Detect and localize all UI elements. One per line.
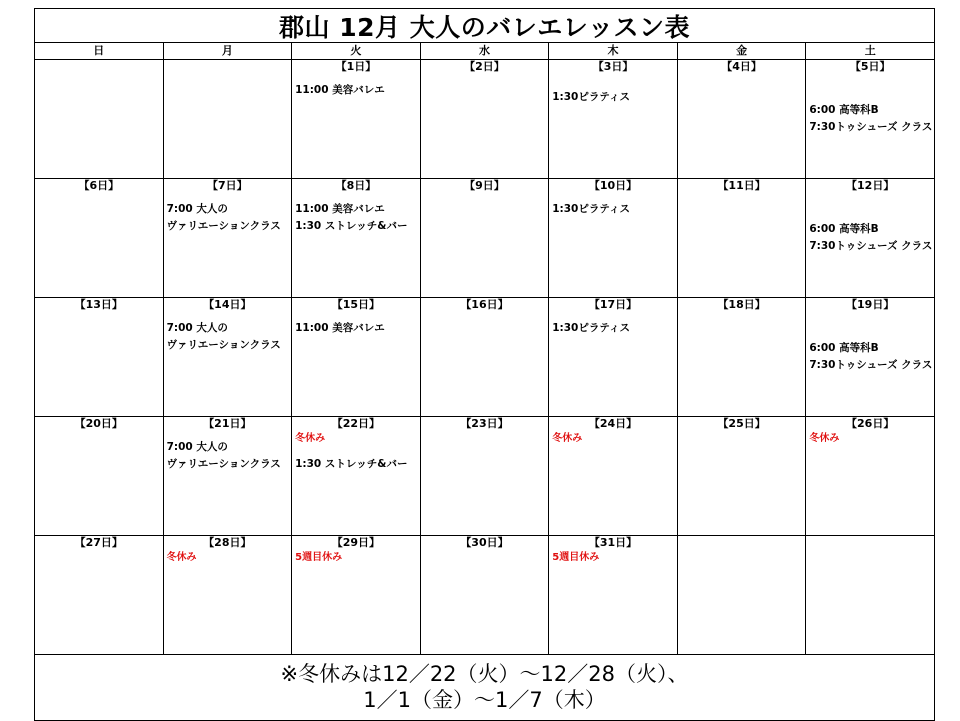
holiday-label: 冬休み [552,433,583,444]
day-cell [35,417,164,536]
lesson-entry: 1:30ピラティス [552,90,631,103]
day-cell [163,298,292,417]
weekday-header: 土 [806,43,935,60]
day-date-label: 【24日】 [588,417,638,430]
day-cell [35,298,164,417]
weekday-header: 月 [163,43,292,60]
day-date-label: 【2日】 [464,60,505,73]
weekday-header: 火 [292,43,421,60]
lesson-entry: 11:00 美容バレエ [295,322,385,334]
day-cell [677,298,806,417]
day-date-label: 【30日】 [460,536,509,549]
day-cell [549,179,678,298]
lesson-entry: 7:30トゥシューズ クラス [809,359,933,372]
day-cell [677,417,806,536]
day-date-label: 【5日】 [849,60,891,73]
day-cell [163,60,292,179]
day-date-label: 【18日】 [717,298,766,311]
day-date-label: 【29日】 [331,536,381,549]
day-date-label: 【6日】 [78,179,120,192]
calendar-week-row [35,536,935,655]
lesson-entry: ヴァリエーションクラス [166,339,281,351]
calendar-week-row [35,60,935,179]
weekday-header: 木 [549,43,678,60]
weekday-header: 金 [677,43,806,60]
calendar-week-row [35,179,935,298]
day-date-label: 【26日】 [846,417,895,430]
day-cell [292,536,421,655]
day-date-label: 【28日】 [203,536,252,549]
lesson-entry: 1:30 ストレッチ&バー [295,458,408,470]
day-cell [292,298,421,417]
holiday-label: 5週目休み [295,552,343,563]
lesson-entry: 7:30トゥシューズ クラス [809,240,933,253]
day-cell [549,417,678,536]
day-date-label [164,60,292,74]
lesson-entry: ヴァリエーションクラス [166,220,281,232]
day-cell [806,179,935,298]
day-date-label: 【10日】 [588,179,638,192]
day-cell [292,179,421,298]
lesson-entry: 11:00 美容バレエ [295,84,385,96]
lesson-entry: 1:30 ストレッチ&バー [295,220,408,232]
day-date-label: 【8日】 [335,179,377,192]
day-cell [806,417,935,536]
day-date-label: 【17日】 [588,298,638,311]
lesson-entry: ヴァリエーションクラス [166,458,281,470]
day-cell [163,536,292,655]
day-date-label: 【22日】 [331,417,381,430]
day-date-label: 【27日】 [74,536,123,549]
holiday-note [34,655,935,721]
day-cell [549,298,678,417]
day-cell [677,536,806,655]
page-title: 郡山 12月 大人のバレエレッスン表 [34,8,935,42]
lesson-entry: 7:00 大人の [166,203,228,215]
day-cell [677,179,806,298]
day-date-label: 【11日】 [717,179,766,192]
day-date-label: 【3日】 [592,60,634,73]
day-cell [806,298,935,417]
day-cell [420,417,549,536]
day-cell [35,60,164,179]
day-cell [292,417,421,536]
schedule-sheet [34,8,935,720]
day-cell [549,536,678,655]
day-date-label: 【4日】 [721,60,762,73]
weekday-header: 水 [420,43,549,60]
day-cell [35,179,164,298]
day-date-label: 【31日】 [588,536,638,549]
lesson-entry: 1:30ピラティス [552,322,631,334]
day-cell [163,179,292,298]
day-date-label: 【7日】 [207,179,248,192]
lesson-entry: 7:00 大人の [166,322,228,334]
day-cell [35,536,164,655]
day-date-label: 【19日】 [846,298,895,311]
day-date-label [35,60,163,74]
day-cell [549,60,678,179]
day-cell [420,60,549,179]
day-date-label: 【1日】 [335,60,377,73]
day-cell [420,298,549,417]
holiday-note-line-1: ※冬休みは12／22（火）～12／28（火）、 [280,662,689,686]
day-cell [806,60,935,179]
calendar-week-row [35,417,935,536]
day-cell [163,417,292,536]
day-date-label: 【15日】 [331,298,381,311]
day-date-label: 【16日】 [460,298,509,311]
holiday-label: 冬休み [295,433,326,444]
day-date-label: 【12日】 [846,179,895,192]
calendar-week-row [35,298,935,417]
day-cell [420,179,549,298]
day-date-label: 【21日】 [203,417,252,430]
day-cell [677,60,806,179]
lesson-entry: 7:00 大人の [166,441,228,453]
calendar-body [35,60,935,655]
day-date-label: 【14日】 [203,298,252,311]
day-date-label: 【25日】 [717,417,766,430]
holiday-label: 5週目休み [552,552,600,563]
day-cell [420,536,549,655]
holiday-label: 冬休み [809,433,840,444]
day-date-label [678,536,806,550]
day-date-label: 【20日】 [74,417,123,430]
day-date-label [806,536,934,550]
lesson-entry: 6:00 高等科B [809,342,879,355]
lesson-entry: 6:00 高等科B [809,223,879,236]
day-cell [806,536,935,655]
weekday-header-row [35,43,935,60]
lesson-entry: 6:00 高等科B [809,104,879,117]
day-date-label: 【9日】 [464,179,505,192]
day-date-label: 【23日】 [460,417,509,430]
calendar-table [34,42,935,655]
lesson-entry: 7:30トゥシューズ クラス [809,121,933,134]
day-date-label: 【13日】 [74,298,123,311]
weekday-header: 日 [35,43,164,60]
holiday-label: 冬休み [166,552,197,563]
lesson-entry: 1:30ピラティス [552,203,631,215]
day-cell [292,60,421,179]
holiday-note-line-2: 1／1（金）～1／7（木） [363,688,606,712]
lesson-entry: 11:00 美容バレエ [295,203,385,215]
